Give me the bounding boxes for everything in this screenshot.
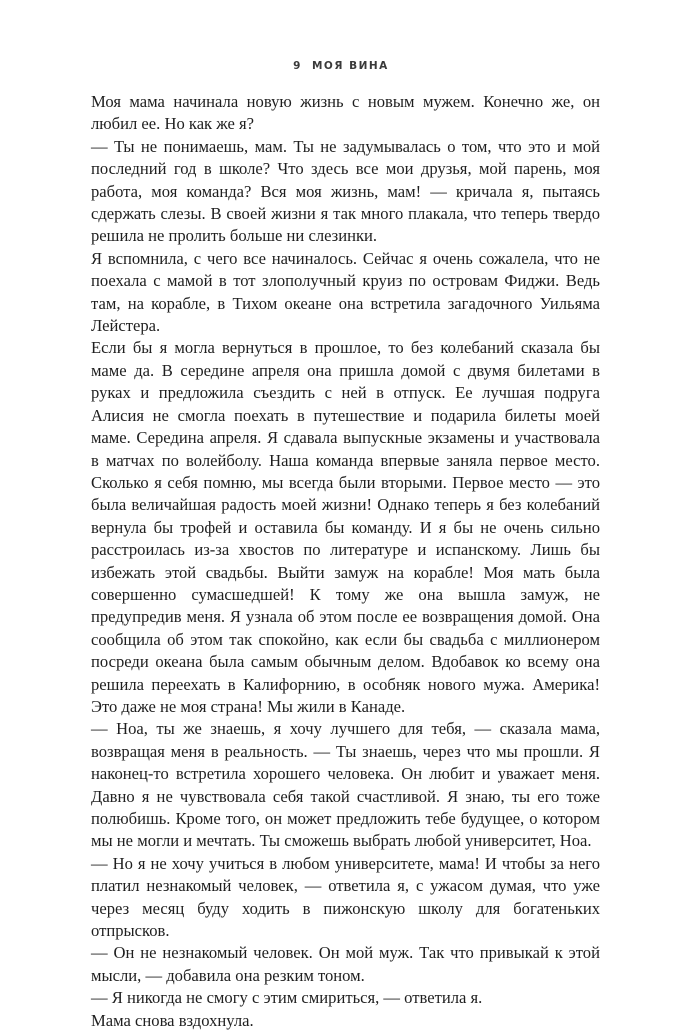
paragraph: Моя мама начинала новую жизнь с новым мужем. Конечно же, он любил ее. Но как же я? [91, 92, 600, 134]
body-text [91, 91, 600, 1032]
paragraph: — Ты не понимаешь, мам. Ты не задумывалась о том, что это и мой последний год в школе? Что здесь все мои друзья, мой парень, моя работа, моя команда? Вся моя жизнь, мам! — кричала я, пытаясь сдержать слезы. В своей жизни я так много плакала, что теперь твердо решила не пролить больше ни слезинки. [91, 136, 600, 246]
paragraph: Я вспомнила, с чего все начиналось. Сейчас я очень сожалела, что не поехала с мамой в тот злополучный круиз по островам Фиджи. Ведь там, на корабле, в Тихом океане она встретила загадочного Уильяма Лейстера. [91, 248, 600, 336]
paragraph: Мама снова вздохнула. [91, 1010, 254, 1030]
paragraph: — Я никогда не смогу с этим смириться, — ответила я. [91, 988, 483, 1008]
running-head [0, 60, 682, 72]
paragraph: — Ноа, ты же знаешь, я хочу лучшего для тебя, — сказала мама, возвращая меня в реальность. — Ты знаешь, через что мы прошли. Я наконец-то встретила хорошего человека. Он любит и уважает меня. Давно я не чувствовала себя такой счастливой. Я знаю, ты его тоже полюбишь. Кроме того, он может предложить тебе будущее, о котором мы не могли и мечтать. Ты сможешь выбрать любой университет, Ноа. [91, 719, 600, 851]
paragraph: — Он не незнакомый человек. Он мой муж. Так что привыкай к этой мысли, — добавила она резким тоном. [91, 943, 600, 985]
paragraph: — Но я не хочу учиться в любом университете, мама! И чтобы за него платил незнакомый человек, — ответила я, с ужасом думая, что уже через месяц буду ходить в пижонскую школу для богатеньких отпрысков. [91, 853, 600, 941]
paragraph: Если бы я могла вернуться в прошлое, то без колебаний сказала бы маме да. В середине апреля она пришла домой с двумя билетами в руках и предложила съездить с ней в отпуск. Ее лучшая подруга Алисия не смогла поехать в путешествие и подарила билеты моей маме. Середина апреля. Я сдавала выпускные экзамены и участвовала в матчах по волейболу. Наша команда впервые заняла первое место. Сколько я себя помню, мы всегда были вторыми. Первое место — это была величайшая радость моей жизни! Однако теперь я без колебаний вернула бы трофей и оставила бы команду. И я бы не очень сильно расстроилась из-за хвостов по литературе и испанскому. Лишь бы избежать этой свадьбы. Выйти замуж на корабле! Моя мать была совершенно сумасшедшей! К тому же она вышла замуж, не предупредив меня. Я узнала об этом после ее возвращения домой. Она сообщила об этом так спокойно, как если бы свадьба с миллионером посреди океана была самым обычным делом. Вдобавок ко всему она решила переехать в Калифорнию, в особняк нового мужа. Америка! Это даже не моя страна! Мы жили в Канаде. [91, 338, 600, 716]
page-number: 9 [293, 60, 302, 72]
chapter-title: МОЯ ВИНА [311, 60, 389, 72]
